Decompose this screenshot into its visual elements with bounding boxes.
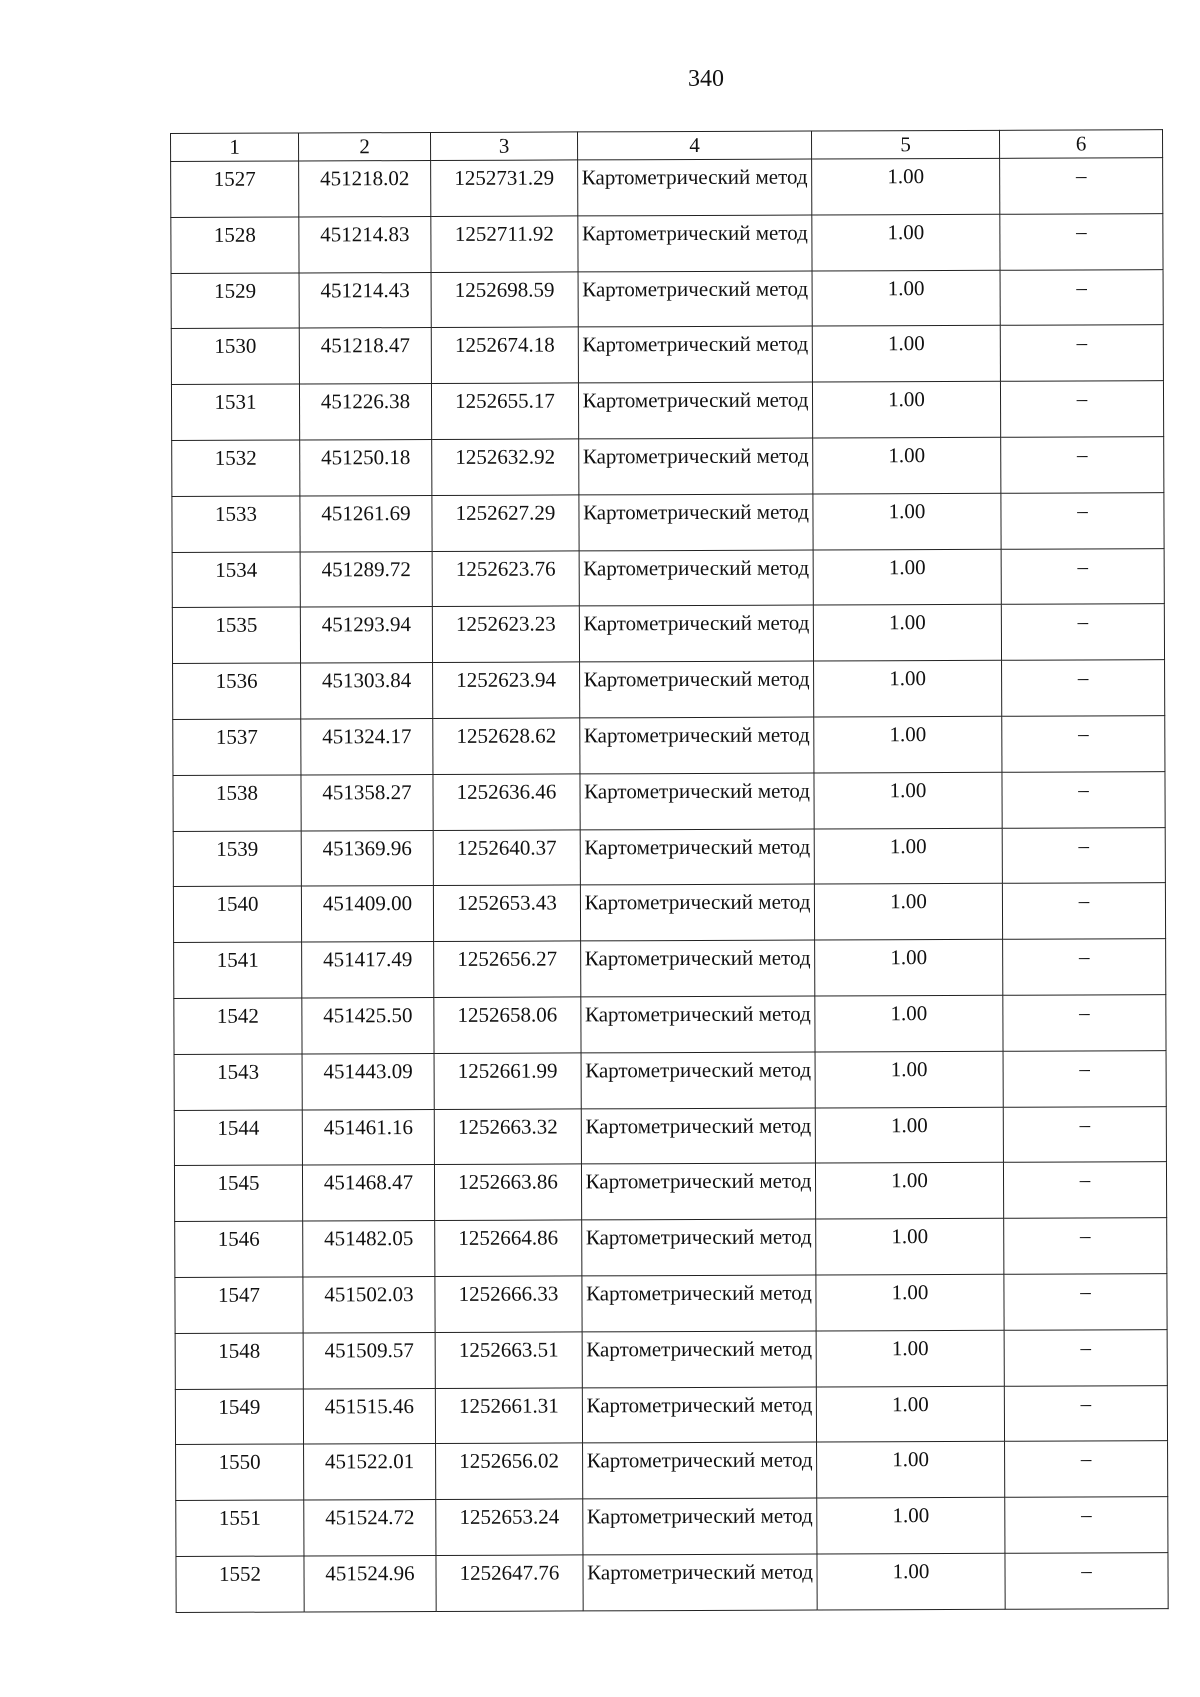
table-body (171, 158, 1169, 1613)
x-coordinate-cell: 451409.00 (301, 886, 433, 942)
x-coordinate-cell: 451250.18 (300, 439, 432, 495)
table-row (172, 604, 1164, 664)
table-row (171, 269, 1163, 329)
point-number-cell: 1544 (174, 1110, 302, 1166)
y-coordinate-cell: 1252666.33 (435, 1276, 582, 1332)
method-cell: Картометрический метод (581, 1108, 815, 1165)
x-coordinate-cell: 451324.17 (301, 718, 433, 774)
coordinates-table (170, 129, 1169, 1613)
y-coordinate-cell: 1252628.62 (433, 718, 580, 774)
table-row (173, 771, 1165, 831)
note-cell: – (1000, 381, 1163, 437)
accuracy-cell: 1.00 (812, 158, 1000, 215)
table-row (175, 1385, 1167, 1445)
y-coordinate-cell: 1252640.37 (433, 829, 580, 885)
method-cell: Картометрический метод (580, 773, 814, 830)
note-cell: – (1002, 716, 1165, 772)
header-row (171, 130, 1163, 162)
note-cell: – (1000, 158, 1163, 214)
note-cell: – (1000, 325, 1163, 381)
accuracy-cell: 1.00 (814, 660, 1002, 717)
table-row (175, 1329, 1167, 1389)
note-cell: – (1001, 604, 1164, 660)
y-coordinate-cell: 1252656.27 (434, 941, 581, 997)
point-number-cell: 1548 (175, 1333, 303, 1389)
x-coordinate-cell: 451226.38 (299, 384, 431, 440)
x-coordinate-cell: 451289.72 (300, 551, 432, 607)
x-coordinate-cell: 451509.57 (303, 1332, 435, 1388)
note-cell: – (1002, 660, 1165, 716)
note-cell: – (1001, 437, 1164, 493)
point-number-cell: 1532 (172, 440, 300, 496)
table-row (172, 437, 1164, 497)
accuracy-cell: 1.00 (817, 1442, 1005, 1499)
method-cell: Картометрический метод (578, 326, 812, 383)
table-row (173, 827, 1165, 887)
x-coordinate-cell: 451482.05 (303, 1221, 435, 1277)
accuracy-cell: 1.00 (815, 1051, 1003, 1108)
method-cell: Картометрический метод (579, 438, 813, 495)
method-cell: Картометрический метод (578, 382, 812, 439)
point-number-cell: 1527 (171, 161, 299, 217)
x-coordinate-cell: 451524.72 (304, 1500, 436, 1556)
method-cell: Картометрический метод (581, 1052, 815, 1109)
header-col-4: 4 (577, 131, 811, 160)
y-coordinate-cell: 1252664.86 (435, 1220, 582, 1276)
table-row (176, 1441, 1168, 1501)
note-cell: – (1005, 1441, 1168, 1497)
method-cell: Картометрический метод (579, 550, 813, 607)
y-coordinate-cell: 1252623.94 (433, 662, 580, 718)
table-row (174, 939, 1166, 999)
y-coordinate-cell: 1252636.46 (433, 774, 580, 830)
table-row (173, 660, 1165, 720)
note-cell: – (1002, 771, 1165, 827)
x-coordinate-cell: 451515.46 (303, 1388, 435, 1444)
point-number-cell: 1538 (173, 775, 301, 831)
y-coordinate-cell: 1252663.51 (435, 1332, 582, 1388)
accuracy-cell: 1.00 (812, 270, 1000, 327)
point-number-cell: 1535 (172, 607, 300, 663)
y-coordinate-cell: 1252653.24 (436, 1499, 583, 1555)
x-coordinate-cell: 451261.69 (300, 495, 432, 551)
note-cell: – (1005, 1553, 1168, 1609)
table-row (171, 381, 1163, 441)
point-number-cell: 1549 (175, 1389, 303, 1445)
method-cell: Картометрический метод (580, 829, 814, 886)
y-coordinate-cell: 1252698.59 (431, 272, 578, 328)
accuracy-cell: 1.00 (814, 716, 1002, 773)
x-coordinate-cell: 451369.96 (301, 830, 433, 886)
note-cell: – (1003, 1050, 1166, 1106)
method-cell: Картометрический метод (578, 159, 812, 216)
note-cell: – (1003, 939, 1166, 995)
y-coordinate-cell: 1252655.17 (431, 383, 578, 439)
point-number-cell: 1539 (173, 831, 301, 887)
accuracy-cell: 1.00 (816, 1386, 1004, 1443)
x-coordinate-cell: 451214.43 (299, 272, 431, 328)
accuracy-cell: 1.00 (816, 1330, 1004, 1387)
note-cell: – (1002, 827, 1165, 883)
x-coordinate-cell: 451417.49 (302, 942, 434, 998)
method-cell: Картометрический метод (580, 717, 814, 774)
method-cell: Картометрический метод (582, 1387, 816, 1444)
accuracy-cell: 1.00 (812, 382, 1000, 439)
y-coordinate-cell: 1252711.92 (431, 216, 578, 272)
note-cell: – (1004, 1274, 1167, 1330)
table-row (175, 1218, 1167, 1278)
x-coordinate-cell: 451522.01 (304, 1444, 436, 1500)
method-cell: Картометрический метод (583, 1498, 817, 1555)
x-coordinate-cell: 451358.27 (301, 774, 433, 830)
header-col-3: 3 (431, 132, 578, 161)
accuracy-cell: 1.00 (815, 939, 1003, 996)
point-number-cell: 1540 (173, 886, 301, 942)
table-row (175, 1274, 1167, 1334)
point-number-cell: 1542 (174, 998, 302, 1054)
accuracy-cell: 1.00 (814, 884, 1002, 941)
header-col-2: 2 (299, 132, 431, 161)
point-number-cell: 1552 (176, 1556, 304, 1612)
accuracy-cell: 1.00 (817, 1553, 1005, 1610)
point-number-cell: 1534 (172, 552, 300, 608)
y-coordinate-cell: 1252627.29 (432, 495, 579, 551)
table-row (176, 1553, 1168, 1613)
page-number: 340 (688, 66, 724, 92)
table-header (171, 130, 1163, 162)
method-cell: Картометрический метод (582, 1219, 816, 1276)
method-cell: Картометрический метод (581, 996, 815, 1053)
table-row (174, 995, 1166, 1055)
y-coordinate-cell: 1252674.18 (431, 327, 578, 383)
y-coordinate-cell: 1252661.99 (434, 1053, 581, 1109)
y-coordinate-cell: 1252661.31 (435, 1387, 582, 1443)
accuracy-cell: 1.00 (816, 1274, 1004, 1331)
table-row (174, 1162, 1166, 1222)
header-col-1: 1 (171, 133, 299, 161)
x-coordinate-cell: 451425.50 (302, 997, 434, 1053)
point-number-cell: 1545 (174, 1165, 302, 1221)
method-cell: Картометрический метод (578, 215, 812, 272)
method-cell: Картометрический метод (582, 1331, 816, 1388)
header-col-5: 5 (811, 130, 999, 159)
y-coordinate-cell: 1252632.92 (432, 439, 579, 495)
x-coordinate-cell: 451502.03 (303, 1276, 435, 1332)
x-coordinate-cell: 451303.84 (301, 663, 433, 719)
point-number-cell: 1541 (174, 942, 302, 998)
table-row (172, 548, 1164, 608)
point-number-cell: 1536 (173, 663, 301, 719)
y-coordinate-cell: 1252653.43 (433, 885, 580, 941)
accuracy-cell: 1.00 (813, 605, 1001, 662)
accuracy-cell: 1.00 (815, 1107, 1003, 1164)
point-number-cell: 1543 (174, 1054, 302, 1110)
y-coordinate-cell: 1252647.76 (436, 1555, 583, 1611)
note-cell: – (1004, 1329, 1167, 1385)
note-cell: – (1001, 548, 1164, 604)
accuracy-cell: 1.00 (813, 437, 1001, 494)
x-coordinate-cell: 451468.47 (302, 1165, 434, 1221)
note-cell: – (1003, 1106, 1166, 1162)
y-coordinate-cell: 1252623.23 (432, 606, 579, 662)
note-cell: – (1000, 213, 1163, 269)
accuracy-cell: 1.00 (816, 1218, 1004, 1275)
point-number-cell: 1529 (171, 273, 299, 329)
method-cell: Картометрический метод (578, 271, 812, 328)
accuracy-cell: 1.00 (813, 549, 1001, 606)
y-coordinate-cell: 1252623.76 (432, 551, 579, 607)
point-number-cell: 1528 (171, 217, 299, 273)
point-number-cell: 1547 (175, 1277, 303, 1333)
note-cell: – (1004, 1218, 1167, 1274)
point-number-cell: 1537 (173, 719, 301, 775)
y-coordinate-cell: 1252731.29 (431, 160, 578, 216)
accuracy-cell: 1.00 (814, 828, 1002, 885)
table-row (176, 1497, 1168, 1557)
table-row (174, 1106, 1166, 1166)
accuracy-cell: 1.00 (815, 995, 1003, 1052)
note-cell: – (1003, 995, 1166, 1051)
accuracy-cell: 1.00 (812, 214, 1000, 271)
accuracy-cell: 1.00 (813, 493, 1001, 550)
method-cell: Картометрический метод (582, 1275, 816, 1332)
accuracy-cell: 1.00 (814, 772, 1002, 829)
y-coordinate-cell: 1252656.02 (436, 1443, 583, 1499)
point-number-cell: 1551 (176, 1500, 304, 1556)
method-cell: Картометрический метод (583, 1442, 817, 1499)
point-number-cell: 1546 (175, 1221, 303, 1277)
note-cell: – (1003, 1162, 1166, 1218)
note-cell: – (1001, 492, 1164, 548)
x-coordinate-cell: 451524.96 (304, 1555, 436, 1611)
table-row (173, 883, 1165, 943)
method-cell: Картометрический метод (581, 940, 815, 997)
x-coordinate-cell: 451461.16 (302, 1109, 434, 1165)
point-number-cell: 1533 (172, 496, 300, 552)
table-row (173, 716, 1165, 776)
method-cell: Картометрический метод (583, 1554, 817, 1611)
y-coordinate-cell: 1252663.86 (434, 1164, 581, 1220)
y-coordinate-cell: 1252658.06 (434, 997, 581, 1053)
table-row (171, 325, 1163, 385)
accuracy-cell: 1.00 (812, 326, 1000, 383)
x-coordinate-cell: 451218.02 (299, 160, 431, 216)
method-cell: Картометрический метод (579, 494, 813, 551)
x-coordinate-cell: 451293.94 (300, 607, 432, 663)
table-row (171, 158, 1163, 218)
table-row (174, 1050, 1166, 1110)
accuracy-cell: 1.00 (815, 1163, 1003, 1220)
x-coordinate-cell: 451214.83 (299, 216, 431, 272)
method-cell: Картометрический метод (581, 1163, 815, 1220)
note-cell: – (1000, 269, 1163, 325)
note-cell: – (1004, 1385, 1167, 1441)
point-number-cell: 1531 (171, 384, 299, 440)
method-cell: Картометрический метод (579, 605, 813, 662)
method-cell: Картометрический метод (580, 884, 814, 941)
x-coordinate-cell: 451218.47 (299, 328, 431, 384)
accuracy-cell: 1.00 (817, 1497, 1005, 1554)
note-cell: – (1005, 1497, 1168, 1553)
method-cell: Картометрический метод (580, 661, 814, 718)
note-cell: – (1002, 883, 1165, 939)
header-col-6: 6 (999, 130, 1162, 159)
table-row (172, 492, 1164, 552)
y-coordinate-cell: 1252663.32 (434, 1108, 581, 1164)
point-number-cell: 1550 (176, 1444, 304, 1500)
table-row (171, 213, 1163, 273)
point-number-cell: 1530 (171, 328, 299, 384)
x-coordinate-cell: 451443.09 (302, 1053, 434, 1109)
